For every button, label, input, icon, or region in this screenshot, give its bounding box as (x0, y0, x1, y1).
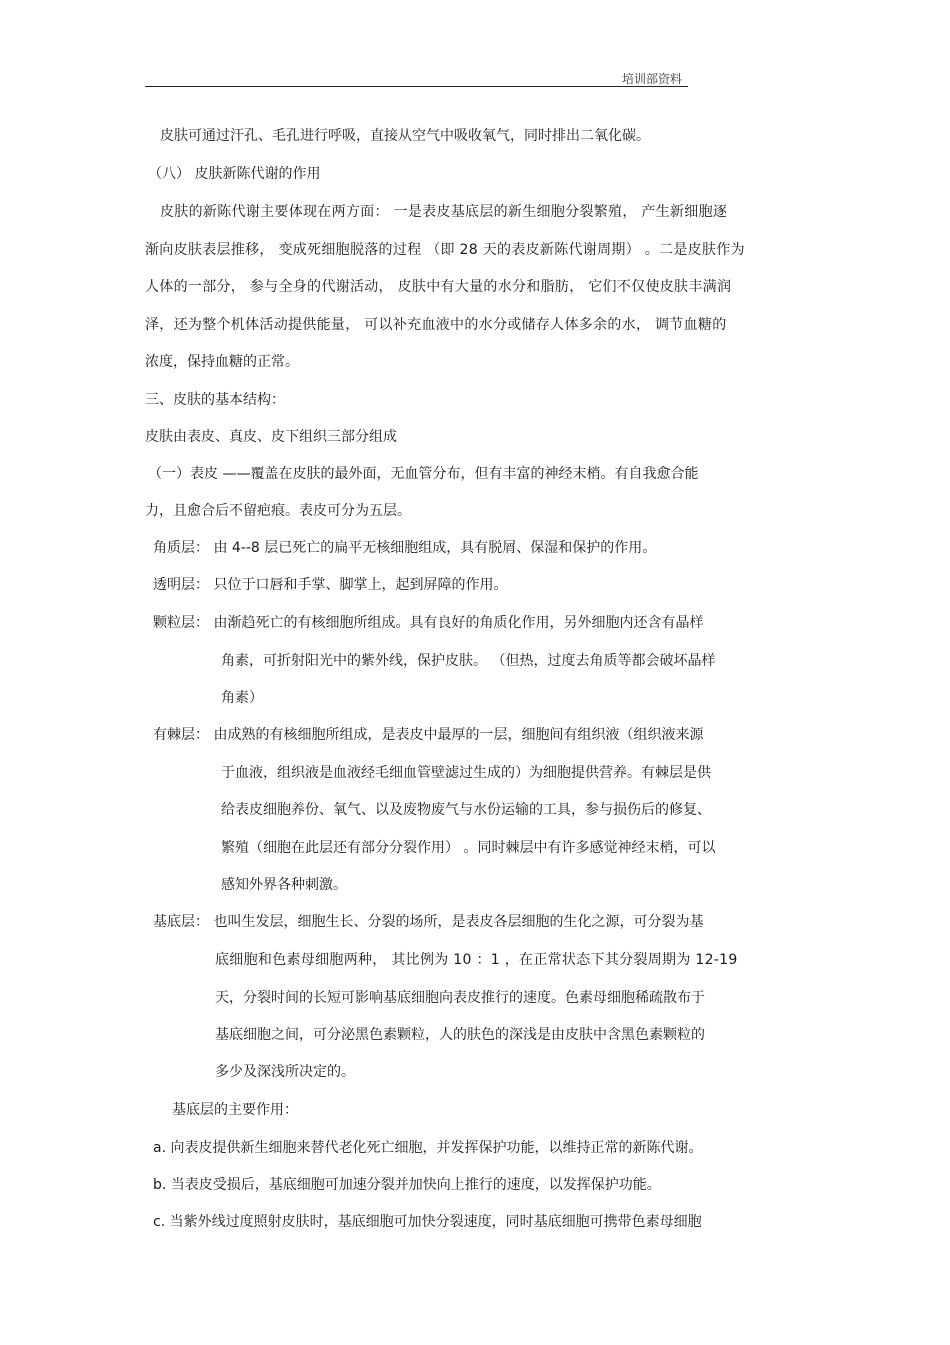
text-line: 浓度，保持血糖的正常。 (145, 354, 299, 370)
header-rule (145, 86, 688, 87)
text-line: 人体的一部分， 参与全身的代谢活动， 皮肤中有大量的水分和脂肪， 它们不仅使皮肤丰满润 (145, 279, 732, 295)
text-line: 皮肤可通过汗孔、毛孔进行呼吸，直接从空气中吸收氧气，同时排出二氧化碳。 (160, 128, 650, 144)
text-line: 繁殖（细胞在此层还有部分分裂作用） 。同时棘层中有许多感觉神经末梢，可以 (221, 840, 716, 856)
list-item: a. 向表皮提供新生细胞来替代老化死亡细胞，并发挥保护功能，以维持正常的新陈代谢。 (153, 1140, 703, 1156)
text-line: 角素，可折射阳光中的紫外线，保护皮肤。 （但热，过度去角质等都会破坏晶样 (221, 653, 716, 669)
text-line: 角质层： 由 4--8 层已死亡的扁平无核细胞组成，具有脱屑、保湿和保护的作用。 (153, 540, 657, 556)
text-line: 皮肤的新陈代谢主要体现在两方面： 一是表皮基底层的新生细胞分裂繁殖， 产生新细胞逐 (160, 204, 728, 220)
section-heading: （八） 皮肤新陈代谢的作用 (148, 166, 321, 182)
text-line: 基底细胞之间，可分泌黑色素颗粒，人的肤色的深浅是由皮肤中含黑色素颗粒的 (215, 1027, 705, 1043)
text-line: 感知外界各种刺激。 (221, 877, 347, 893)
text-line: （一）表皮 ——覆盖在皮肤的最外面，无血管分布，但有丰富的神经末梢。有自我愈合能 (148, 466, 699, 482)
text-line: 泽，还为整个机体活动提供能量， 可以补充血液中的水分或储存人体多余的水， 调节血糖的 (145, 317, 727, 333)
text-line: 力，且愈合后不留疤痕。表皮可分为五层。 (145, 503, 411, 519)
text-line: 给表皮细胞养份、氧气、以及废物废气与水份运输的工具，参与损伤后的修复、 (221, 802, 711, 818)
text-line: 多少及深浅所决定的。 (215, 1064, 355, 1080)
text-line: 皮肤由表皮、真皮、皮下组织三部分组成 (145, 429, 397, 445)
section-heading: 三、皮肤的基本结构： (145, 392, 285, 408)
text-line: 透明层： 只位于口唇和手掌、脚掌上，起到屏障的作用。 (153, 577, 508, 593)
text-line: 天，分裂时间的长短可影响基底细胞向表皮推行的速度。色素母细胞稀疏散布于 (215, 990, 705, 1006)
list-item: b. 当表皮受损后，基底细胞可加速分裂并加快向上推行的速度，以发挥保护功能。 (153, 1177, 661, 1193)
text-line: 颗粒层： 由渐趋死亡的有核细胞所组成。具有良好的角质化作用，另外细胞内还含有晶样 (153, 615, 704, 631)
list-item: c. 当紫外线过度照射皮肤时，基底细胞可加快分裂速度，同时基底细胞可携带色素母细胞 (153, 1214, 702, 1230)
page-header-label: 培训部资料 (622, 72, 683, 86)
text-line: 角素） (221, 690, 263, 706)
text-line: 渐向皮肤表层推移， 变成死细胞脱落的过程 （即 28 天的表皮新陈代谢周期） 。二是皮肤作为 (145, 242, 745, 258)
text-line: 有棘层： 由成熟的有核细胞所组成，是表皮中最厚的一层，细胞间有组织液（组织液来源 (153, 727, 704, 743)
text-line: 基底层： 也叫生发层，细胞生长、分裂的场所，是表皮各层细胞的生化之源，可分裂为基 (153, 914, 704, 930)
text-line: 底细胞和色素母细胞两种， 其比例为 10 ：1 ，在正常状态下其分裂周期为 12-19 (215, 952, 738, 968)
section-heading: 基底层的主要作用： (172, 1102, 298, 1118)
text-line: 于血液，组织液是血液经毛细血管壁滤过生成的）为细胞提供营养。有棘层是供 (221, 765, 711, 781)
